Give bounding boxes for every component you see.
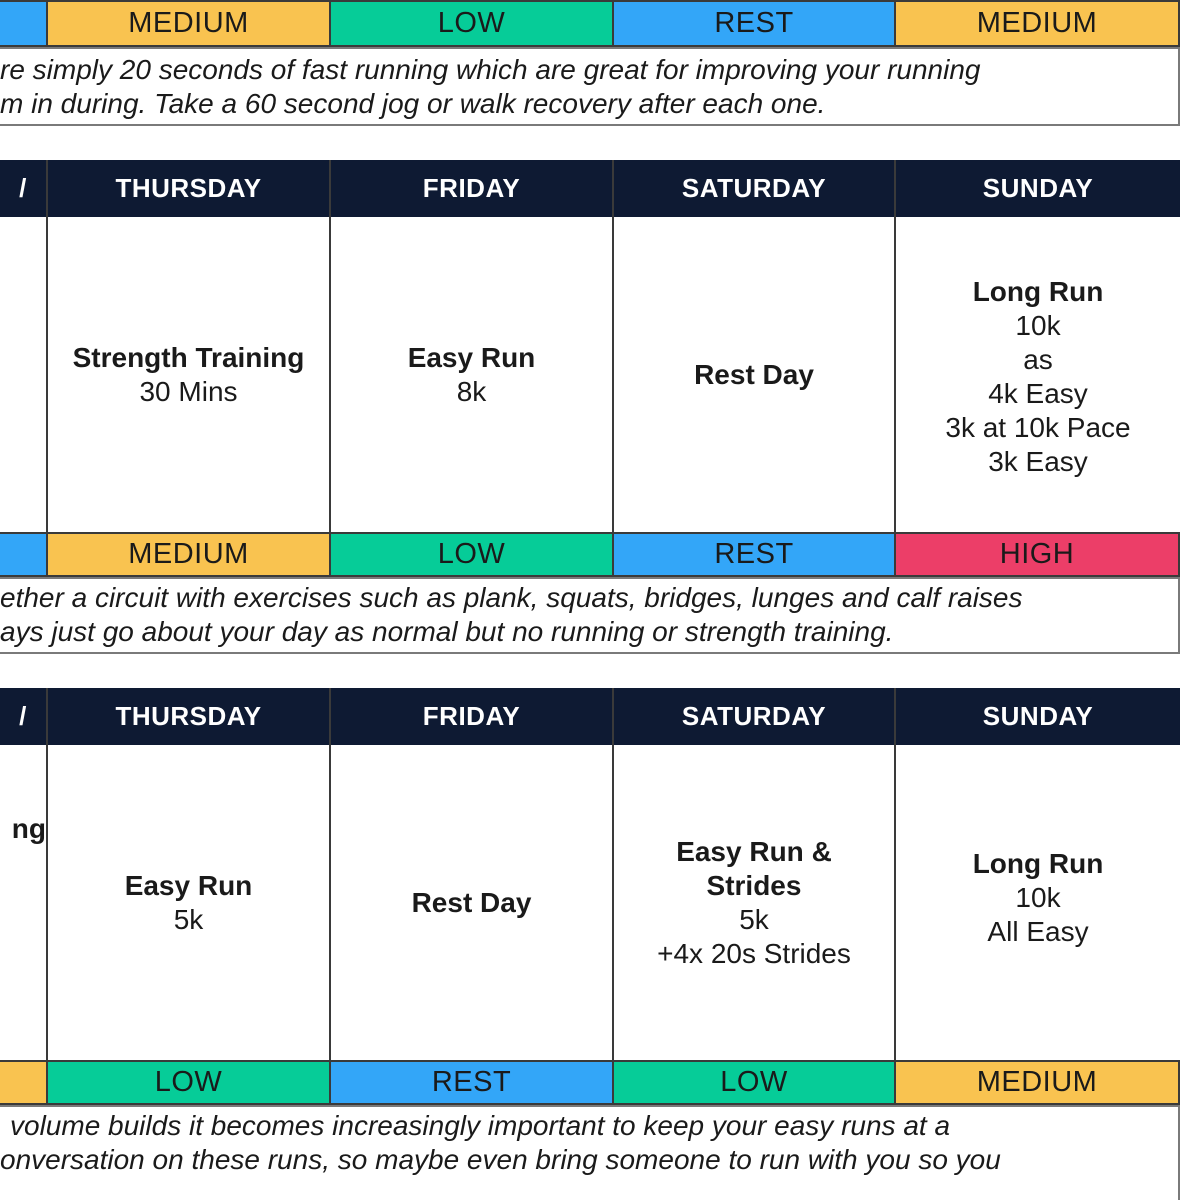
day-header: SUNDAY [896,160,1180,217]
workout-title: Easy Run [407,341,536,373]
day-header: THURSDAY [48,160,331,217]
note-line: re simply 20 seconds of fast running which are great for improving your running [0,54,981,85]
workout-title: Long Run [972,847,1104,879]
workout-detail: +4x 20s Strides [657,937,851,969]
section-note [0,47,1180,126]
workout-cell [896,217,1180,532]
workout-cell [896,745,1180,1060]
note-line: volume builds it becomes increasingly important to keep your easy runs at a [10,1110,951,1141]
intensity-label: MEDIUM [48,0,331,47]
day-header: SATURDAY [614,160,896,217]
workout-detail: 3k at 10k Pace [945,411,1131,443]
workout-title: Easy Run & Strides [676,835,832,901]
note-line: ether a circuit with exercises such as plank, squats, bridges, lunges and calf raises [0,582,1023,613]
workout-detail: as [1023,343,1053,375]
intensity-label: LOW [614,1060,896,1105]
workout-title: Rest Day [694,358,814,390]
intensity-strip-partial [0,0,48,47]
note-line: m in during. Take a 60 second jog or walk recovery after each one. [0,88,826,119]
workout-detail: 4k Easy [988,377,1088,409]
workout-detail: 5k [739,903,769,935]
workout-detail: 5k [173,903,204,935]
header-partial-glyph: / [19,701,27,731]
workout-cell-partial [0,217,48,532]
section-note [0,1105,1180,1200]
workout-cell [614,217,896,532]
note-line: onversation on these runs, so maybe even bring someone to run with you so you [0,1144,1001,1175]
workout-title: Easy Run [124,869,253,901]
workout-cell [331,217,614,532]
workout-title: Rest Day [411,886,532,918]
header-partial [0,688,48,745]
intensity-label: REST [614,0,896,47]
workout-title-partial: ng [11,812,46,844]
day-header: FRIDAY [331,688,614,745]
intensity-label: LOW [48,1060,331,1105]
header-partial-glyph: / [19,173,27,203]
intensity-label: MEDIUM [48,532,331,577]
intensity-label: LOW [331,0,614,47]
header-partial [0,160,48,217]
workout-detail: 30 Mins [139,375,238,407]
intensity-strip-partial [0,1060,48,1105]
day-header: FRIDAY [331,160,614,217]
workout-cell [614,745,896,1060]
intensity-label: REST [614,532,896,577]
workout-cell [48,745,331,1060]
workout-title: Strength Training [72,341,305,373]
workout-title: Long Run [972,275,1104,307]
day-header: THURSDAY [48,688,331,745]
note-line: ays just go about your day as normal but no running or strength training. [0,616,894,647]
intensity-label: MEDIUM [896,0,1180,47]
intensity-label: MEDIUM [896,1060,1180,1105]
intensity-label: REST [331,1060,614,1105]
workout-detail: 8k [456,375,487,407]
day-header: SATURDAY [614,688,896,745]
day-header: SUNDAY [896,688,1180,745]
workout-detail: All Easy [987,915,1089,947]
workout-cell [48,217,331,532]
section-note [0,577,1180,654]
intensity-label: HIGH [896,532,1180,577]
workout-detail: 10k [1015,881,1061,913]
workout-cell [331,745,614,1060]
workout-detail: 10k [1015,309,1061,341]
workout-cell-partial [0,745,48,1060]
intensity-strip-partial [0,532,48,577]
workout-detail: 3k Easy [988,445,1088,477]
intensity-label: LOW [331,532,614,577]
